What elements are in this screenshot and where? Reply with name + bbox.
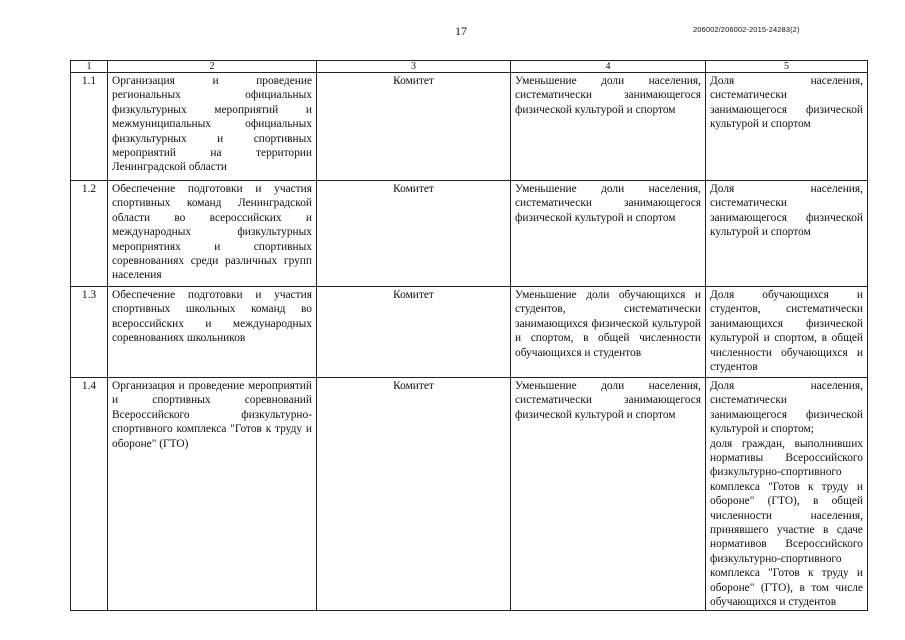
column-number-cell: 1 (71, 61, 108, 73)
measures-table (70, 60, 868, 611)
effect-cell: Уменьшение доли обучающихся и студентов, систематически занимающихся физической культурой и спортом, в общей численности обучающихся и студентов (511, 287, 706, 378)
event-cell: Организация и проведение региональных официальных физкультурных мероприятий и межмуниципальных официальных физкультурных и спортивных мероприятий на территории Ленинградской области (108, 73, 317, 181)
row-number-cell: 1.2 (71, 181, 108, 287)
page-number: 17 (455, 24, 467, 38)
indicator-text: доля граждан, выполнивших нормативы Всероссийского физкультурно-спортивного комплекса "Готов к труду и обороне" (ГТО), в общей численности населения, принявшего участие в сдаче нормативов Всероссийского физкультурно-спортивного комплекса "Готов к труду и обороне" (ГТО), в том числе обучающихся и студентов (710, 437, 863, 609)
row-number-cell: 1.4 (71, 378, 108, 611)
indicator-text: Доля населения, систематически занимающегося физической культурой и спортом (710, 75, 863, 131)
document-code: 206002/206002-2015-24283(2) (693, 25, 800, 34)
column-number-cell: 2 (108, 61, 317, 73)
executor-cell: Комитет (317, 378, 511, 611)
effect-cell: Уменьшение доли населения, систематически занимающегося физической культурой и спортом (511, 378, 706, 611)
table-row (71, 73, 868, 181)
event-cell: Обеспечение подготовки и участия спортивных команд Ленинградской области во всероссийских и международных физкультурных мероприятиях и спортивных соревнованиях среди различных групп населения (108, 181, 317, 287)
row-number-cell: 1.3 (71, 287, 108, 378)
indicator-text: Доля населения, систематически занимающегося физической культурой и спортом; (710, 380, 863, 436)
indicator-cell (706, 378, 868, 611)
effect-cell: Уменьшение доли населения, систематически занимающегося физической культурой и спортом (511, 73, 706, 181)
executor-cell: Комитет (317, 287, 511, 378)
indicator-text: Доля обучающихся и студентов, систематически занимающихся физической культурой и спортом, в общей численности обучающихся и студентов (710, 289, 863, 374)
indicator-cell (706, 287, 868, 378)
executor-cell: Комитет (317, 181, 511, 287)
row-number-cell: 1.1 (71, 73, 108, 181)
column-number-cell: 4 (511, 61, 706, 73)
event-cell: Обеспечение подготовки и участия спортивных школьных команд во всероссийских и международных соревнованиях школьников (108, 287, 317, 378)
executor-cell: Комитет (317, 73, 511, 181)
table-row (71, 378, 868, 611)
indicator-cell (706, 181, 868, 287)
column-number-cell: 3 (317, 61, 511, 73)
effect-cell: Уменьшение доли населения, систематически занимающегося физической культурой и спортом (511, 181, 706, 287)
column-number-row (71, 61, 868, 73)
column-number-cell: 5 (706, 61, 868, 73)
event-cell: Организация и проведение мероприятий и спортивных соревнований Всероссийского физкультурно-спортивного комплекса "Готов к труду и обороне" (ГТО) (108, 378, 317, 611)
table-row (71, 181, 868, 287)
indicator-cell (706, 73, 868, 181)
indicator-text: Доля населения, систематически занимающегося физической культурой и спортом (710, 183, 863, 239)
table-row (71, 287, 868, 378)
